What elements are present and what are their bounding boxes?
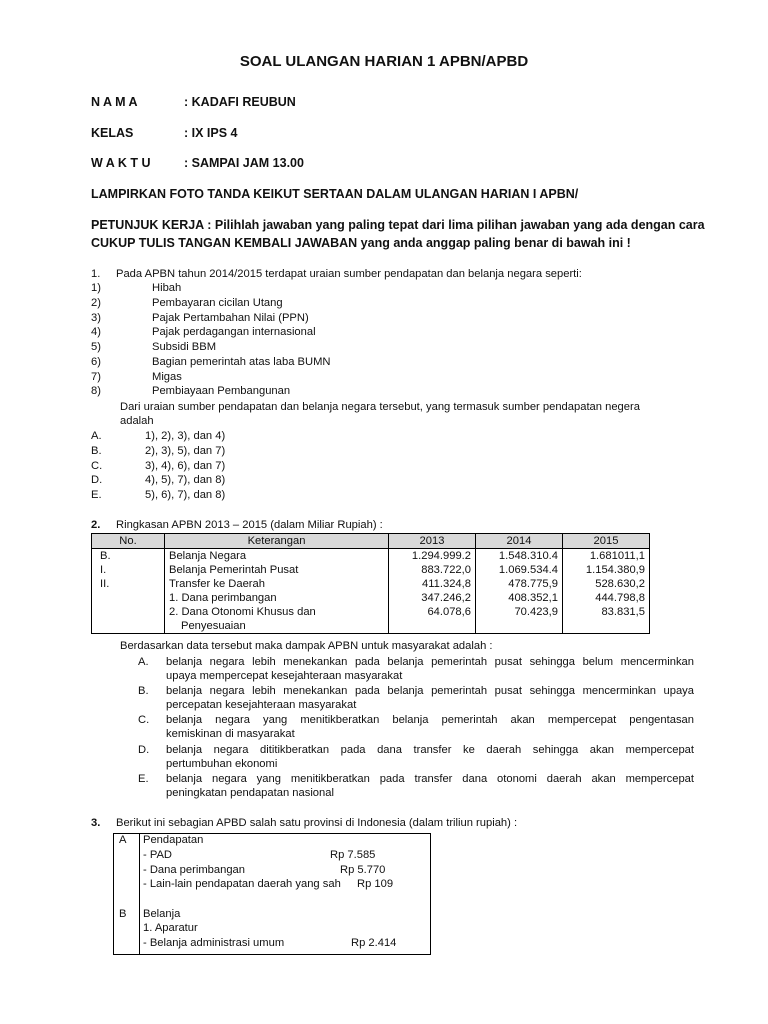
apbd-box-divider (139, 834, 140, 954)
apbd-row-value: Rp 2.414 (351, 937, 397, 949)
q1-item-text: Bagian pemerintah atas laba BUMN (152, 356, 331, 368)
q2-number: 2. (91, 519, 101, 531)
cell-keterangan: Transfer ke Daerah (165, 577, 389, 591)
cell-2015: 1.681011,1 (563, 549, 650, 564)
q1-item-text: Pembayaran cicilan Utang (152, 297, 283, 309)
q1-number: 1. (91, 268, 101, 280)
q2-option-letter: E. (138, 773, 149, 785)
cell-no (92, 619, 165, 634)
q1-item-number: 7) (91, 371, 101, 383)
cell-2015: 1.154.380,9 (563, 563, 650, 577)
table-row (92, 591, 650, 605)
q1-text: Pada APBN tahun 2014/2015 terdapat uraian sumber pendapatan dan belanja negara seperti: (116, 268, 582, 280)
q2-option-e-cont: peningkatan pendapatan nasional (166, 787, 334, 799)
q1-item-text: Subsidi BBM (152, 341, 217, 353)
cell-2014: 478.775,9 (476, 577, 563, 591)
q1-option-e[interactable]: 5), 6), 7), dan 8) (145, 489, 226, 501)
q1-item-text: Pajak perdagangan internasional (152, 326, 316, 338)
q1-item-number: 8) (91, 385, 101, 397)
q1-item-number: 2) (91, 297, 101, 309)
table-row (92, 563, 650, 577)
cell-keterangan: 2. Dana Otonomi Khusus dan (165, 605, 389, 619)
q2-option-a-cont: upaya mempercepat kesejahteraan masyarakat (166, 670, 403, 682)
apbd-section-a-letter: A (119, 834, 127, 846)
cell-no: B. (92, 549, 165, 564)
q2-option-letter: A. (138, 656, 149, 668)
class-label: KELAS (91, 126, 134, 140)
cell-2013: 64.078,6 (389, 605, 476, 619)
col-header-2014: 2014 (476, 534, 563, 549)
apbd-row-value: Rp 109 (357, 878, 394, 890)
apbd-row-value: Rp 7.585 (330, 849, 376, 861)
q1-item-number: 6) (91, 356, 101, 368)
class-value: : IX IPS 4 (184, 126, 238, 140)
col-header-keterangan: Keterangan (165, 534, 389, 549)
time-label: W A K T U (91, 156, 151, 170)
attachment-note: LAMPIRKAN FOTO TANDA KEIKUT SERTAAN DALAM ULANGAN HARIAN I APBN/ (91, 187, 579, 201)
cell-2015: 83.831,5 (563, 605, 650, 619)
table-row (92, 577, 650, 591)
cell-keterangan: Penyesuaian (165, 619, 389, 634)
q1-item-number: 1) (91, 282, 101, 294)
q1-item-number: 5) (91, 341, 101, 353)
instructions-line-2: CUKUP TULIS TANGAN KEMBALI JAWABAN yang anda anggap paling benar di bawah ini ! (91, 236, 631, 250)
table-row (92, 549, 650, 564)
instructions-line-1: PETUNJUK KERJA : Pilihlah jawaban yang paling tepat dari lima pilihan jawaban yang ada dengan cara (91, 218, 705, 232)
cell-2015: 528.630,2 (563, 577, 650, 591)
q2-option-letter: C. (138, 714, 150, 726)
apbd-section-b-sub: 1. Aparatur (143, 922, 198, 934)
cell-no (92, 605, 165, 619)
q1-option-c[interactable]: 3), 4), 6), dan 7) (145, 460, 226, 472)
cell-2015: 444.798,8 (563, 591, 650, 605)
q1-stem: Dari uraian sumber pendapatan dan belanja negara tersebut, yang termasuk sumber pendapatan negera (120, 401, 640, 413)
table-header-row (92, 534, 650, 549)
q2-text: Ringkasan APBN 2013 – 2015 (dalam Miliar Rupiah) : (116, 519, 383, 531)
cell-2014: 1.548.310.4 (476, 549, 563, 564)
q1-option-letter: B. (91, 445, 102, 457)
q2-option-letter: D. (138, 744, 150, 756)
cell-2013: 347.246,2 (389, 591, 476, 605)
apbn-table (91, 533, 650, 634)
apbd-row-value: Rp 5.770 (340, 864, 386, 876)
q1-stem-cont: adalah (120, 415, 154, 427)
q1-option-letter: A. (91, 430, 102, 442)
cell-2015 (563, 619, 650, 634)
q1-item-text: Pembiayaan Pembangunan (152, 385, 291, 397)
q1-item-number: 4) (91, 326, 101, 338)
col-header-no: No. (92, 534, 165, 549)
q1-option-letter: E. (91, 489, 102, 501)
apbd-row-label: - Dana perimbangan (143, 864, 245, 876)
q2-option-c[interactable]: belanja negara yang menitikberatkan belanja pemerintah akan mempercepat pengentasan (166, 714, 694, 726)
table-row (92, 619, 650, 634)
q2-option-b-cont: percepatan kesejahteraan masyarakat (166, 699, 357, 711)
name-label: N A M A (91, 95, 138, 109)
name-value: : KADAFI REUBUN (184, 95, 296, 109)
q1-item-text: Pajak Pertambahan Nilai (PPN) (152, 312, 309, 324)
cell-2014 (476, 619, 563, 634)
cell-2014: 70.423,9 (476, 605, 563, 619)
cell-no (92, 591, 165, 605)
cell-2013: 1.294.999.2 (389, 549, 476, 564)
cell-keterangan: 1. Dana perimbangan (165, 591, 389, 605)
cell-keterangan: Belanja Pemerintah Pusat (165, 563, 389, 577)
cell-2014: 1.069.534.4 (476, 563, 563, 577)
q1-item-text: Hibah (152, 282, 182, 294)
q2-option-d-cont: pertumbuhan ekonomi (166, 758, 278, 770)
time-value: : SAMPAI JAM 13.00 (184, 156, 304, 170)
q2-option-c-cont: kemiskinan di masyarakat (166, 728, 295, 740)
q2-option-d[interactable]: belanja negara dititikberatkan pada dana transfer ke daerah sehingga akan mempercepat (166, 744, 694, 756)
q2-option-b[interactable]: belanja negara lebih menekankan pada belanja pemerintah pusat sehingga mencerminkan upaya (166, 685, 694, 697)
q1-item-number: 3) (91, 312, 101, 324)
q2-stem: Berdasarkan data tersebut maka dampak APBN untuk masyarakat adalah : (120, 640, 493, 652)
page-title: SOAL ULANGAN HARIAN 1 APBN/APBD (239, 53, 529, 70)
q3-number: 3. (91, 817, 101, 829)
cell-no: I. (92, 563, 165, 577)
cell-2013: 883.722,0 (389, 563, 476, 577)
apbd-section-a-head: Pendapatan (143, 834, 204, 846)
q1-item-text: Migas (152, 371, 182, 383)
apbd-section-b-head: Belanja (143, 908, 181, 920)
q1-option-a[interactable]: 1), 2), 3), dan 4) (145, 430, 226, 442)
q1-option-b[interactable]: 2), 3), 5), dan 7) (145, 445, 226, 457)
cell-no: II. (92, 577, 165, 591)
apbd-row-label: - PAD (143, 849, 173, 861)
q3-text: Berikut ini sebagian APBD salah satu provinsi di Indonesia (dalam triliun rupiah) : (116, 817, 518, 829)
cell-2013 (389, 619, 476, 634)
apbd-row-label: - Belanja administrasi umum (143, 937, 285, 949)
apbd-section-b-letter: B (119, 908, 127, 920)
q1-option-d[interactable]: 4), 5), 7), dan 8) (145, 474, 226, 486)
q2-option-e[interactable]: belanja negara yang menitikberatkan pada transfer dana otonomi daerah akan mempercepat (166, 773, 694, 785)
q2-option-letter: B. (138, 685, 149, 697)
q1-option-letter: D. (91, 474, 103, 486)
table-row (92, 605, 650, 619)
col-header-2013: 2013 (389, 534, 476, 549)
cell-keterangan: Belanja Negara (165, 549, 389, 564)
apbd-row-label: - Lain-lain pendapatan daerah yang sah (143, 878, 341, 890)
q2-option-a[interactable]: belanja negara lebih menekankan pada belanja pemerintah pusat sehingga belum mencerminkan (166, 656, 694, 668)
col-header-2015: 2015 (563, 534, 650, 549)
cell-2013: 411.324,8 (389, 577, 476, 591)
cell-2014: 408.352,1 (476, 591, 563, 605)
q1-option-letter: C. (91, 460, 103, 472)
